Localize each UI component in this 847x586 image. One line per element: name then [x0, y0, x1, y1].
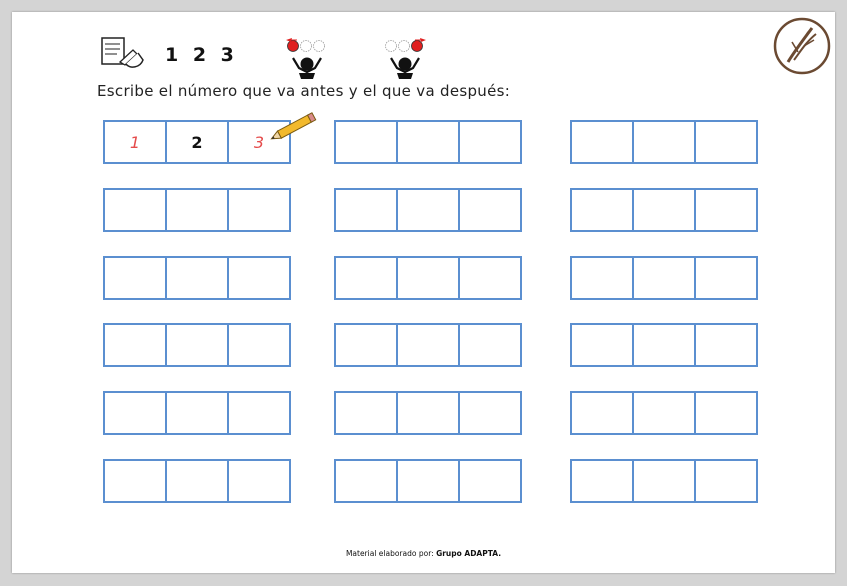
after-box[interactable] [460, 461, 520, 501]
after-box[interactable] [696, 461, 756, 501]
number-box-group [570, 256, 758, 300]
example-before-cell[interactable]: 1 [105, 122, 167, 162]
box-row-4 [0, 323, 847, 367]
after-box[interactable] [696, 393, 756, 433]
after-box[interactable] [696, 190, 756, 230]
number-box[interactable] [398, 325, 460, 365]
footer-prefix: Material elaborado por: [345, 549, 437, 558]
number-box[interactable] [167, 190, 229, 230]
before-box[interactable] [105, 325, 167, 365]
number-box[interactable] [167, 461, 229, 501]
after-box[interactable] [229, 258, 289, 298]
after-box[interactable] [460, 325, 520, 365]
number-box-group [103, 256, 291, 300]
number-box-group [570, 323, 758, 367]
box-row-2 [0, 188, 847, 232]
number-box[interactable] [167, 258, 229, 298]
number-box[interactable] [167, 393, 229, 433]
after-number-pictogram-icon [381, 36, 429, 80]
sequence-numbers: 1 2 3 [165, 44, 238, 66]
after-box[interactable] [696, 122, 756, 162]
number-box[interactable] [167, 325, 229, 365]
after-box[interactable] [696, 325, 756, 365]
after-box[interactable] [460, 393, 520, 433]
before-box[interactable] [336, 393, 398, 433]
number-box-group [570, 459, 758, 503]
before-box[interactable] [336, 122, 398, 162]
footer-credit [0, 549, 847, 558]
before-box[interactable] [105, 190, 167, 230]
number-box-group [334, 256, 522, 300]
after-box[interactable] [460, 190, 520, 230]
before-box[interactable] [336, 190, 398, 230]
example-number-group [103, 120, 291, 164]
after-box[interactable] [696, 258, 756, 298]
number-box[interactable] [634, 393, 696, 433]
before-box[interactable] [572, 190, 634, 230]
write-pictogram-icon [100, 36, 146, 70]
before-box[interactable] [336, 461, 398, 501]
number-box-group [570, 120, 758, 164]
number-box[interactable] [634, 258, 696, 298]
number-box-group [103, 188, 291, 232]
after-box[interactable] [229, 325, 289, 365]
after-box[interactable] [229, 393, 289, 433]
before-box[interactable] [105, 258, 167, 298]
example-middle-cell[interactable]: 2 [167, 122, 229, 162]
before-box[interactable] [336, 258, 398, 298]
number-box-group [334, 459, 522, 503]
before-box[interactable] [336, 325, 398, 365]
number-box[interactable] [634, 122, 696, 162]
before-number-pictogram-icon [283, 36, 331, 80]
after-box[interactable] [460, 258, 520, 298]
number-box[interactable] [398, 393, 460, 433]
before-box[interactable] [572, 393, 634, 433]
after-box[interactable] [460, 122, 520, 162]
number-box-group [334, 120, 522, 164]
number-box-group [103, 391, 291, 435]
number-box[interactable] [398, 258, 460, 298]
before-box[interactable] [572, 258, 634, 298]
example-after-cell[interactable]: 3 [253, 132, 265, 152]
before-box[interactable] [105, 393, 167, 433]
number-box-group [570, 391, 758, 435]
box-row-3 [0, 256, 847, 300]
footer-author: Grupo ADAPTA. [436, 549, 502, 558]
number-box[interactable] [634, 325, 696, 365]
grupo-adapta-logo-icon [772, 16, 832, 76]
number-box[interactable] [398, 122, 460, 162]
number-box-group [334, 391, 522, 435]
after-box[interactable] [229, 461, 289, 501]
before-box[interactable] [105, 461, 167, 501]
number-box[interactable] [634, 461, 696, 501]
number-box-group [334, 323, 522, 367]
number-box-group [103, 323, 291, 367]
after-box[interactable] [229, 190, 289, 230]
before-box[interactable] [572, 461, 634, 501]
box-row-1 [0, 120, 847, 164]
number-box-group [570, 188, 758, 232]
number-box[interactable] [398, 461, 460, 501]
before-box[interactable] [572, 325, 634, 365]
pencil-icon [264, 110, 324, 146]
number-box-group [103, 459, 291, 503]
number-box-group [334, 188, 522, 232]
before-box[interactable] [572, 122, 634, 162]
box-row-5 [0, 391, 847, 435]
number-box[interactable] [398, 190, 460, 230]
instruction-text: Escribe el número que va antes y el que va después: [97, 82, 511, 100]
number-box[interactable] [634, 190, 696, 230]
box-row-6 [0, 459, 847, 503]
